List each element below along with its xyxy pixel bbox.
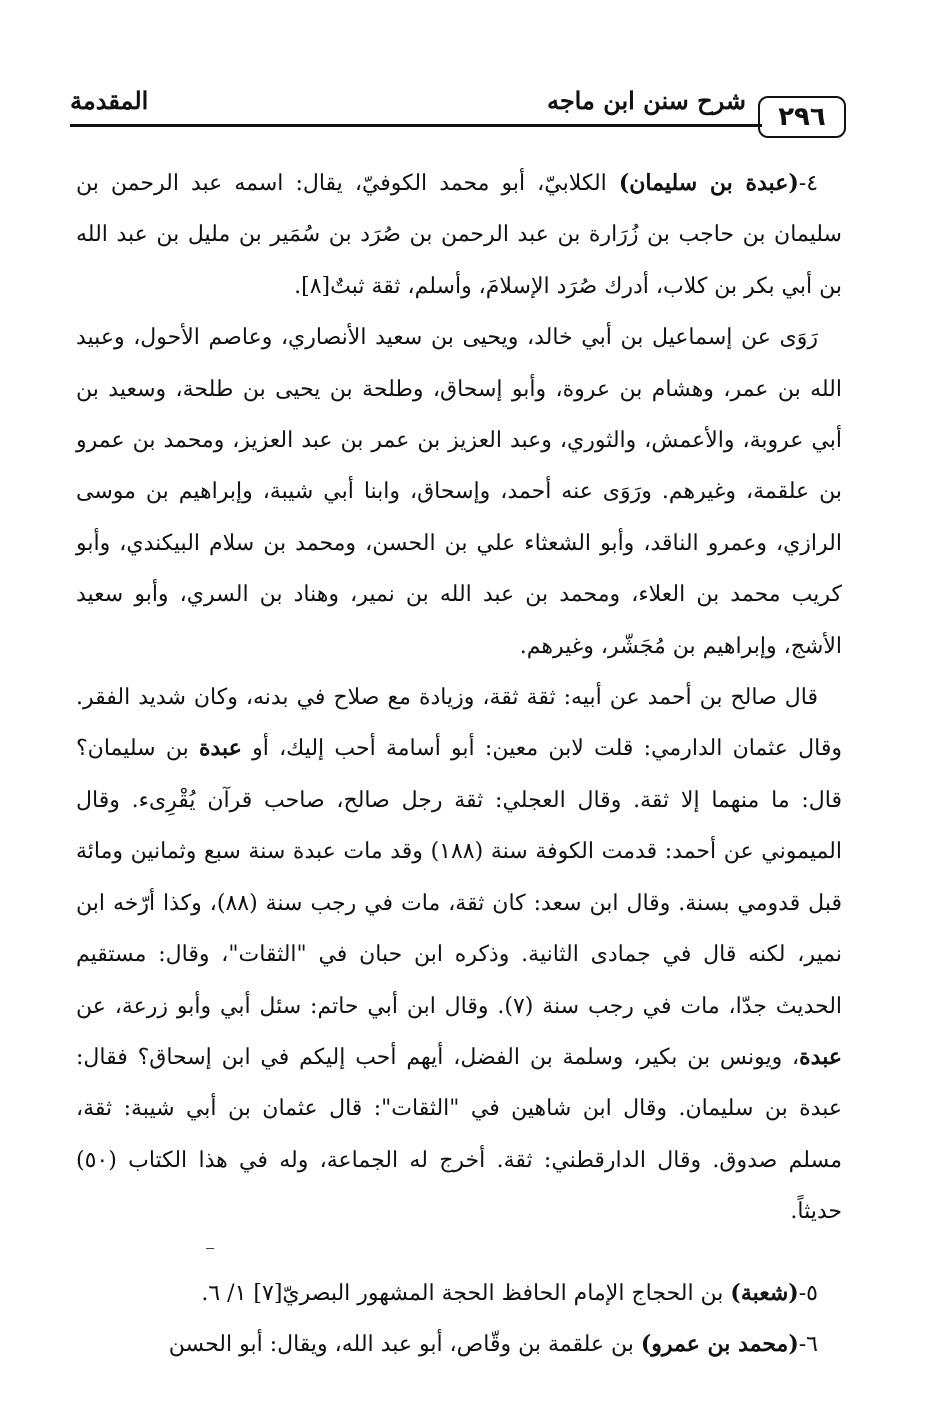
highlighted-name: عبدة <box>198 735 242 762</box>
paragraph-text: ، ويونس بن بكير، وسلمة بن الفضل، أيهم أحب إليكم في ابن إسحاق؟ فقال: عبدة بن سليمان. وقال ابن شاهين في "الثقات": قال عثمان بن أبي شيبة: ثقة، مسلم صدوق. وقال الدارقطني: ثقة. أخرج له الجماعة، وله في هذا الكتاب (٥٠) حديثاً. <box>76 1044 842 1225</box>
entry-text: بن الحجاج الإمام الحافظ الحجة المشهور البصريّ[٧] ١/ ٦. <box>201 1280 731 1306</box>
paragraph-text: بن سليمان؟ قال: ما منهما إلا ثقة. وقال العجلي: ثقة رجل صالح، صاحب قرآن يُقْرِىء. وقال الميموني عن أحمد: قدمت الكوفة سنة (١٨٨) وقد مات عبدة سنة سبع وثمانين ومائة قبل قدومي بسنة. وقال ابن سعد: كان ثقة، مات في رجب سنة (٨٨)، وكذا أرّخه ابن نمير، لكنه قال في جمادى الثانية. وذكره ابن حبان في "الثقات"، وقال: مستقيم الحديث جدّا، مات في رجب سنة (٧). وقال ابن أبي حاتم: سئل أبي وأبو زرعة، عن <box>76 736 843 1019</box>
entry-text: بن علقمة بن وقّاص، أبو عبد الله، ويقال: أبو الحسن <box>168 1331 641 1357</box>
narrator-name: (عبدة بن سليمان) <box>618 170 799 196</box>
section-title: المقدمة <box>70 86 149 115</box>
separator-wrap <box>76 1238 842 1268</box>
entry-5 <box>76 1268 842 1319</box>
paragraph-assessments <box>76 672 842 1237</box>
separator-mark <box>206 1248 214 1249</box>
entry-6 <box>76 1319 842 1370</box>
highlighted-name: عبدة <box>799 1043 842 1070</box>
narrator-name: (محمد بن عمرو) <box>640 1330 799 1357</box>
page-body <box>76 158 842 1370</box>
header-rule <box>70 124 762 127</box>
entry-text: الكلابيّ، أبو محمد الكوفيّ، يقال: اسمه عبد الرحمن بن سليمان بن حاجب بن زُرَارة بن عبد الرحمن بن صُرَد بن سُمَير بن مليل بن عبد الله بن أبي بكر بن كلاب، أدرك صُرَد الإسلامَ، وأسلم، ثقة ثبتٌ[٨]. <box>76 171 842 299</box>
book-title: شرح سنن ابن ماجه <box>546 86 746 115</box>
paragraph-narrations: رَوَى عن إسماعيل بن أبي خالد، ويحيى بن سعيد الأنصاري، وعاصم الأحول، وعبيد الله بن عمر، وهشام بن عروة، وأبو إسحاق، وطلحة بن يحيى بن طلحة، وسعيد بن أبي عروبة، والأعمش، والثوري، وعبد العزيز بن عمر بن عبد العزيز، ومحمد بن عمرو بن علقمة، وغيرهم. ورَوَى عنه أحمد، وإسحاق، وابنا أبي شيبة، وإبراهيم بن موسى الرازي، وعمرو الناقد، وأبو الشعثاء علي بن الحسن، ومحمد بن سلام البيكندي، وأبو كريب محمد بن العلاء، ومحمد بن عبد الله بن نمير، وهناد بن السري، وأبو سعيد الأشج، وإبراهيم بن مُجَشّر، وغيرهم. <box>76 325 842 659</box>
entry-number: ٦- <box>798 1331 818 1357</box>
page-header <box>70 84 846 144</box>
paragraph-text: قال صالح بن أحمد عن أبيه: ثقة ثقة، وزيادة مع صلاح في بدنه، وكان شديد الفقر. وقال عثمان الدارمي: قلت لابن معين: أبو أسامة أحب إليك، أو <box>76 685 842 762</box>
entry-4 <box>76 158 842 312</box>
entry-number: ٥- <box>798 1280 818 1306</box>
entry-number: ٤- <box>798 171 819 196</box>
narrator-name: (شعبة) <box>730 1279 799 1306</box>
page-number: ٢٩٦ <box>758 96 846 138</box>
